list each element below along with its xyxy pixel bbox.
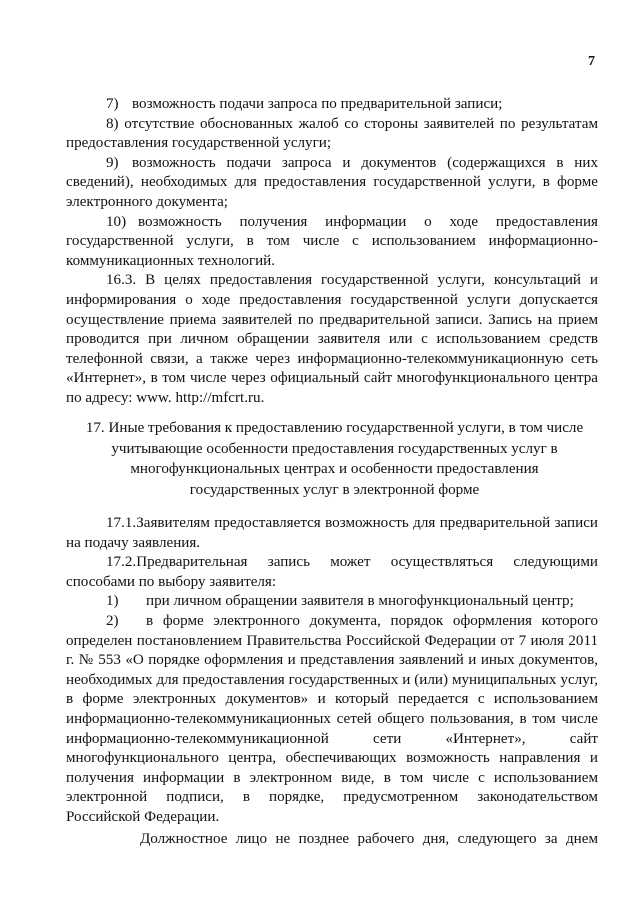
paragraph-16-3: 16.3. В целях предоставления государственной услуги, консультаций и информирования о ходе предоставления государственной услуги допускается осуществление приема заявителей по предварительной записи. Запись на прием проводится при личном обращении заявителя или с использованием средств телефонной связи, а также через информационно-телекоммуникационную сеть «Интернет», в том числе через официальный сайт многофункционального центра по адресу: www. http://mfcrt.ru.: [66, 272, 598, 406]
paragraphs-17: [66, 514, 598, 849]
paragraph-17-2: 17.2.Предварительная запись может осуществляться следующими способами по выбору заявителя:: [66, 554, 598, 590]
list-item-1: 1) при личном обращении заявителя в многофункциональный центр;: [106, 593, 574, 610]
paragraph-17-1: 17.1.Заявителям предоставляется возможность для предварительной записи на подачу заявления.: [66, 515, 598, 551]
final-line: Должностное лицо не позднее рабочего дня, следующего за днем: [140, 830, 598, 847]
list-item-2: 2) в форме электронного документа, порядок оформления которого определен постановлением Правительства Российской Федерации от 7 июля 2011 г. № 553 «О порядке оформления и представления заявлений и иных документов, необходимых для предоставления государственных и (или) муниципальных услуг, в форме электронных документов» и который передается с использованием информационно-телекоммуникационных сетей общего пользования, в том числе информационно-телекоммуникационной сети «Интернет», сайт многофункционального центра, обеспечивающих возможность направления и получения информации в электронном виде, в том числе с использованием электронной подписи, в порядке, предусмотренном законодательством Российской Федерации.: [66, 612, 598, 825]
list-item-9: 9) возможность подачи запроса и документов (содержащихся в них сведений), необходимых для предоставления государственной услуги, в форме электронного документа;: [66, 154, 598, 210]
list-item-8: 8) отсутствие обоснованных жалоб со стороны заявителей по результатам предоставления государственной услуги;: [66, 115, 598, 152]
page-number: 7: [588, 54, 595, 69]
paragraphs-16: [66, 95, 598, 409]
list-item-7: 7) возможность подачи запроса по предварительной записи;: [106, 96, 503, 112]
list-item-10: 10) возможность получения информации о ходе предоставления государственной услуги, в том числе с использованием информационно-коммуникационных технологий.: [66, 213, 598, 269]
section-heading: 17. Иные требования к предоставлению государственной услуги, в том числе учитывающие особенности предоставления государственных услуг в многофункциональных центрах и особенности предоставления государственных услуг в электронной форме: [85, 420, 584, 498]
section-17-heading-block: [82, 418, 587, 500]
